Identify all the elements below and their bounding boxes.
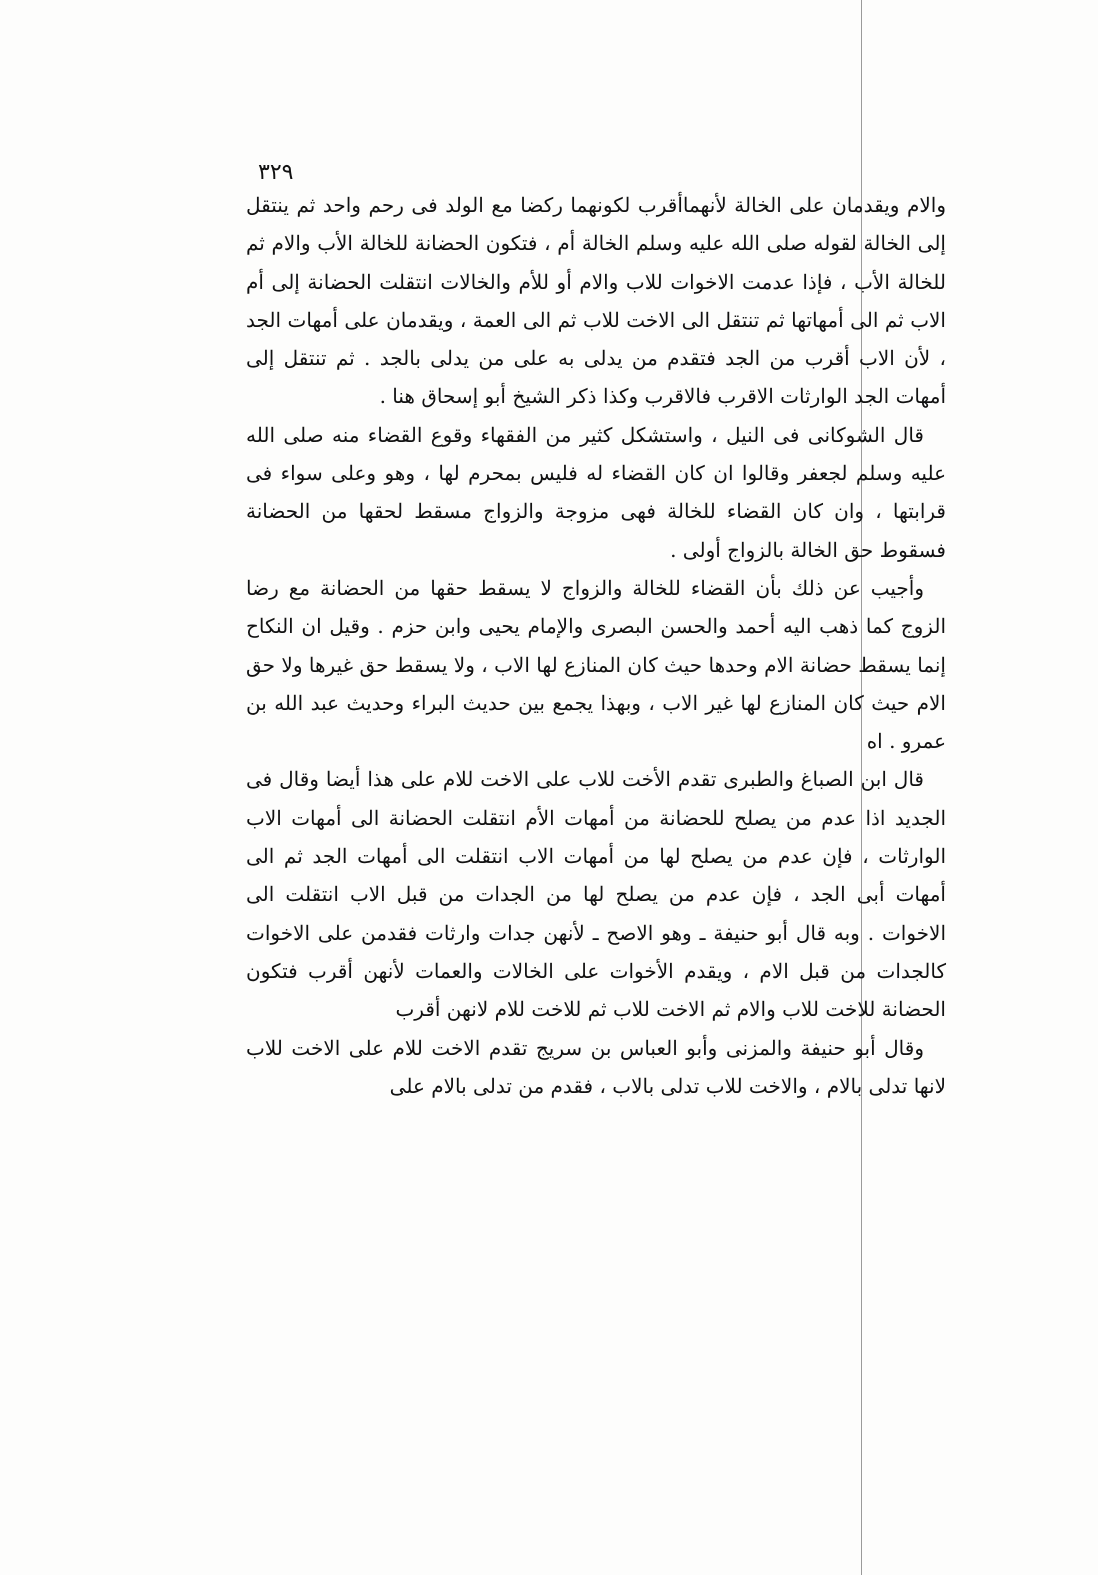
paragraph-3: وأجيب عن ذلك بأن القضاء للخالة والزواج لا يسقط حقها من الحضانة مع رضا الزوج كما ذهب اليه أحمد والحسن البصرى والإمام يحيى وابن حزم . وقيل ان النكاح إنما يسقط حضانة الام وحدها حيث كان المنازع لها الاب ، ولا يسقط حق غيرها ولا حق الام حيث كان المنازع لها غير الاب ، وبهذا يجمع بين حديث البراء وحديث عبد الله بن عمرو . اه [246,575,946,754]
paragraph-5: وقال أبو حنيفة والمزنى وأبو العباس بن سريج تقدم الاخت للام على الاخت للاب لانها تدلى بالام ، والاخت للاب تدلى بالاب ، فقدم من تدلى بالام على [246,1035,946,1098]
paragraph-2: قال الشوكانى فى النيل ، واستشكل كثير من الفقهاء وقوع القضاء منه صلى الله عليه وسلم لجعفر وقالوا ان كان القضاء له فليس بمحرم لها ، وهو وعلى سواء فى قرابتها ، وان كان القضاء للخالة فهى مزوجة والزواج مسقط لحقها من الحضانة فسقوط حق الخالة بالزواج أولى . [246,422,946,562]
paragraph-1: والام ويقدمان على الخالة لأنهماأقرب لكونهما ركضا مع الولد فى رحم واحد ثم ينتقل إلى الخالة لقوله صلى الله عليه وسلم الخالة أم ، فتكون الحضانة للخالة الأب والام ثم للخالة الأب ، فإذا عدمت الاخوات للاب والام أو للأم والخالات انتقلت الحضانة إلى أم الاب ثم الى أمهاتها ثم تنتقل الى الاخت للاب ثم الى العمة ، ويقدمان على أمهات الجد ، لأن الاب أقرب من الجد فتقدم من يدلى به على من يدلى بالجد . ثم تنتقل إلى أمهات الجد الوارثات الاقرب فالاقرب وكذا ذكر الشيخ أبو إسحاق هنا . [246,193,946,409]
body-text [246,186,946,1105]
page-number: ٣٢٩ [258,160,294,185]
paragraph-4: قال ابن الصباغ والطبرى تقدم الأخت للاب على الاخت للام على هذا أيضا وقال فى الجديد اذا عدم من يصلح للحضانة من أمهات الأم انتقلت الحضانة الى أمهات الاب الوارثات ، فإن عدم من يصلح لها من أمهات الاب انتقلت الى أمهات الجد ثم الى أمهات أبى الجد ، فإن عدم من يصلح لها من الجدات من قبل الاب انتقلت الى الاخوات . وبه قال أبو حنيفة ـ وهو الاصح ـ لأنهن جدات وارثات فقدمن على الاخوات كالجدات من قبل الام ، ويقدم الأخوات على الخالات والعمات لأنهن أقرب فتكون الحضانة للاخت للاب والام ثم الاخت للاب ثم للاخت للام لانهن أقرب [246,767,946,1022]
